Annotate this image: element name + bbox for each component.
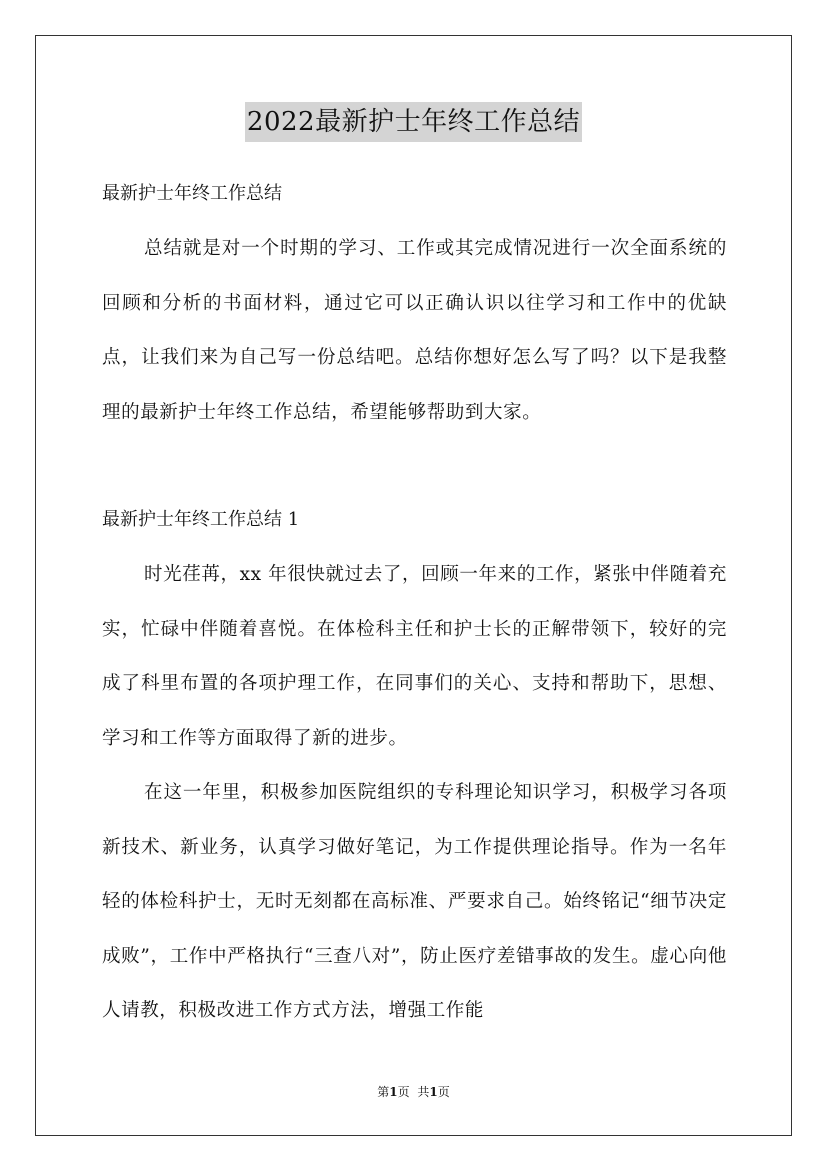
section1-paragraph-2: 在这一年里，积极参加医院组织的专科理论知识学习，积极学习各项新技术、新业务，认真学习做好笔记，为工作提供理论指导。作为一名年轻的体检科护士，无时无刻都在高标准、严要求自己。始终铭记“细节决定成败”，工作中严格执行“三查八对”，防止医疗差错事故的发生。虚心向他人请教，积极改进工作方式方法，增强工作能 [102, 782, 727, 1021]
section-spacer [102, 440, 727, 492]
footer-page-number: 1 [389, 1085, 398, 1099]
footer-total-suffix: 页 [437, 1085, 450, 1099]
intro-paragraph: 总结就是对一个时期的学习、工作或其完成情况进行一次全面系统的回顾和分析的书面材料，通过它可以正确认识以往学习和工作中的优缺点，让我们来为自己写一份总结吧。总结你想好怎么写了吗？以下是我整理的最新护士年终工作总结，希望能够帮助到大家。 [102, 238, 727, 423]
page-footer [0, 1084, 827, 1100]
title-container [0, 102, 827, 142]
footer-page-suffix: 页 [397, 1085, 410, 1099]
footer-total-number: 1 [429, 1085, 438, 1099]
footer-total-prefix: 共 [417, 1085, 430, 1099]
intro-heading: 最新护士年终工作总结 [102, 183, 282, 204]
document-body [102, 166, 727, 1039]
footer-page-prefix: 第 [377, 1085, 390, 1099]
document-title: 2022最新护士年终工作总结 [245, 102, 582, 142]
section1-heading: 最新护士年终工作总结 1 [102, 509, 300, 530]
section1-paragraph-1: 时光荏苒，xx 年很快就过去了，回顾一年来的工作，紧张中伴随着充实，忙碌中伴随着喜悦。在体检科主任和护士长的正解带领下，较好的完成了科里布置的各项护理工作，在同事们的关心、支持和帮助下，思想、学习和工作等方面取得了新的进步。 [102, 564, 727, 749]
